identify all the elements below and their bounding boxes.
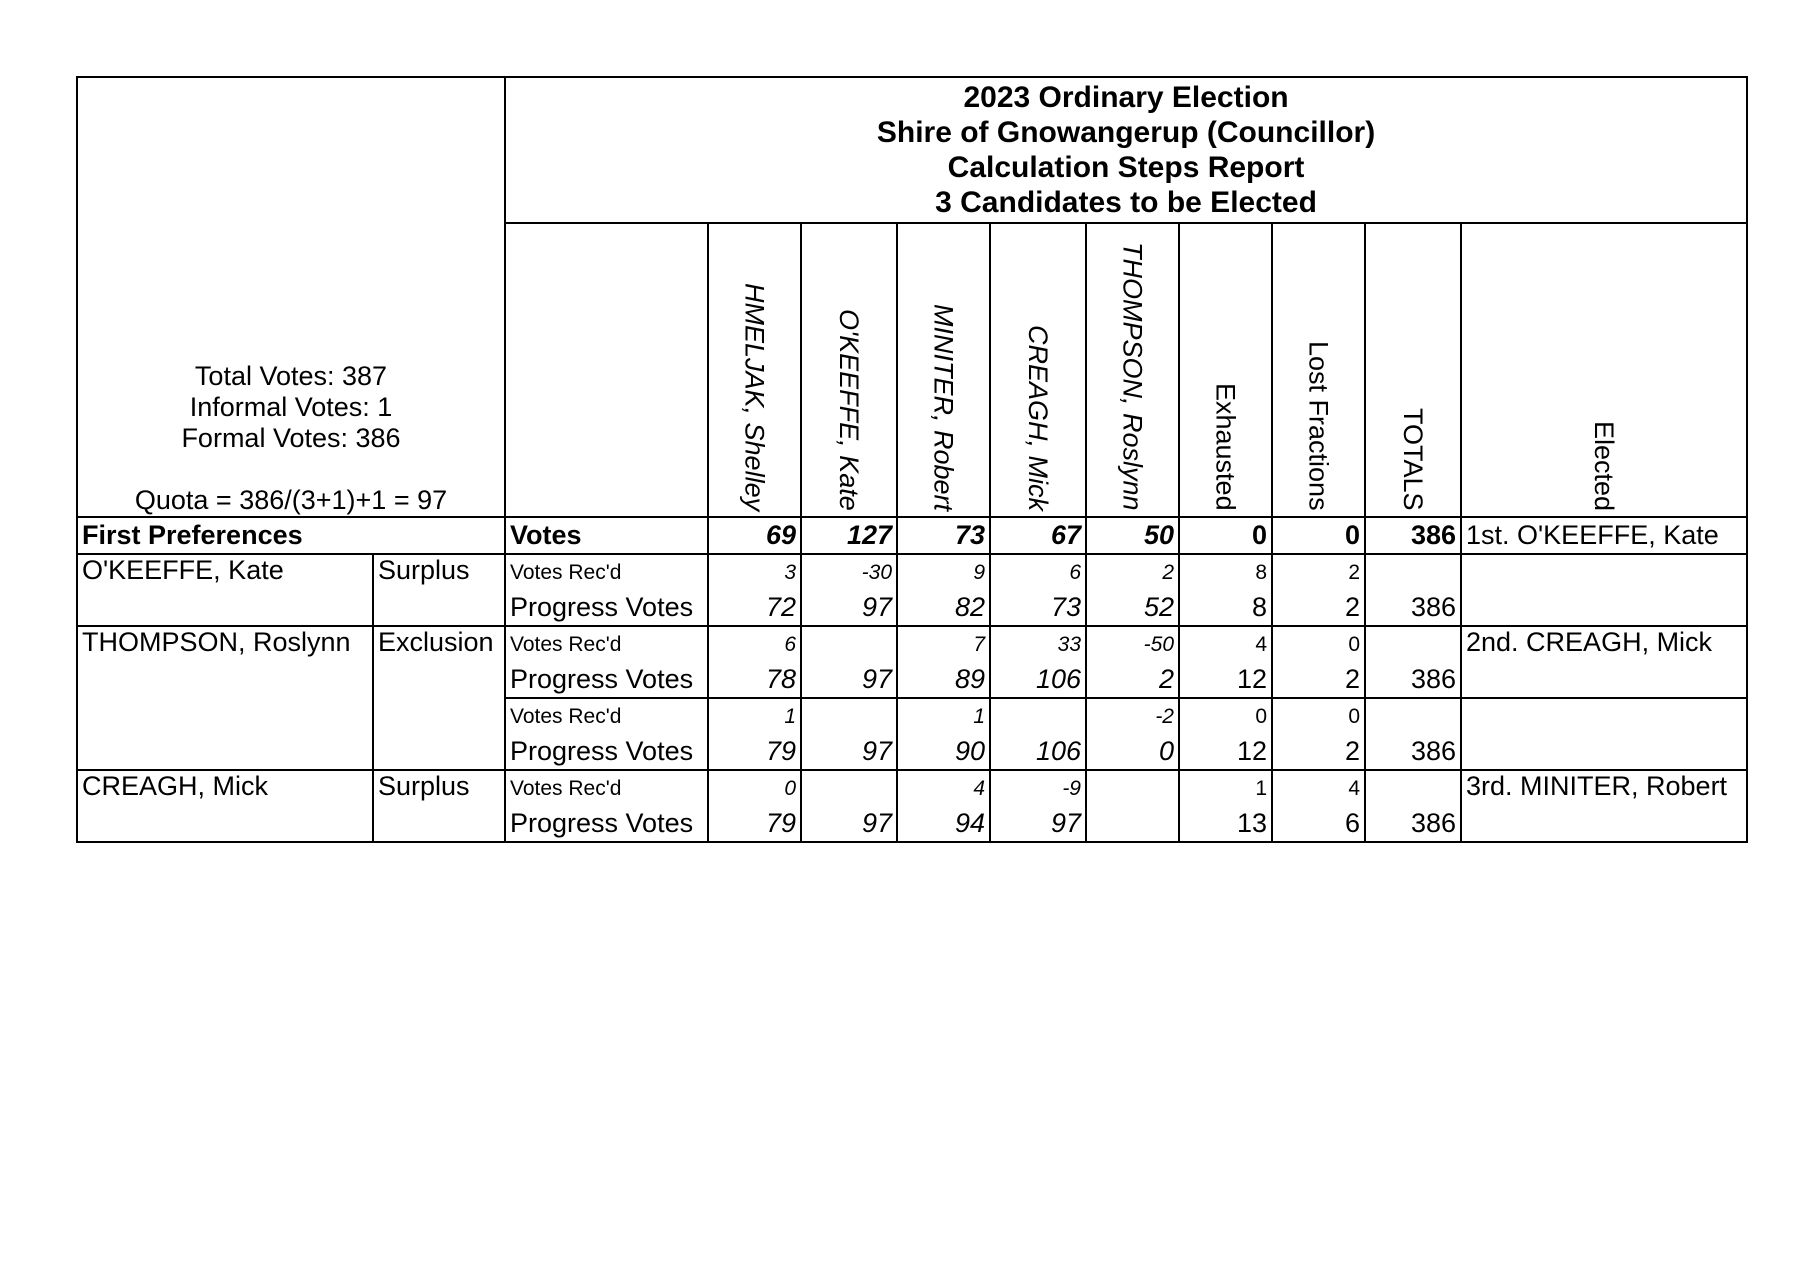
header-blank	[505, 223, 708, 517]
vote-cell: 3	[708, 554, 801, 590]
exhausted-cell: 12	[1179, 662, 1272, 698]
col-header-elected: Elected	[1461, 223, 1747, 517]
quota: Quota = 386/(3+1)+1 = 97	[134, 485, 448, 515]
vote-cell: 79	[708, 734, 801, 770]
candidate-name: MINITER, Robert	[928, 303, 959, 511]
col-header-exhausted: Exhausted	[1179, 223, 1272, 517]
vote-cell: 6	[708, 626, 801, 662]
col-header-candidate	[1086, 223, 1179, 517]
totals-cell	[1365, 626, 1461, 662]
summary-cell	[77, 77, 505, 517]
formal-votes: Formal Votes: 386	[181, 423, 401, 453]
lost-fractions-cell: 2	[1272, 590, 1365, 626]
vote-cell: -9	[990, 770, 1086, 806]
elected-cell: 3rd. MINITER, Robert	[1461, 770, 1747, 842]
step-action: Surplus	[373, 554, 505, 626]
vote-cell	[1086, 806, 1179, 842]
vote-cell: 72	[708, 590, 801, 626]
vote-cell: 106	[990, 734, 1086, 770]
row-type: Votes Rec'd	[505, 626, 708, 662]
row-type: Votes	[505, 517, 708, 554]
informal-votes: Informal Votes: 1	[189, 392, 393, 422]
vote-cell: 50	[1086, 517, 1179, 554]
vote-cell: 97	[990, 806, 1086, 842]
vote-cell: 7	[897, 626, 990, 662]
step-candidate: CREAGH, Mick	[77, 770, 373, 842]
elected-cell: 2nd. CREAGH, Mick	[1461, 626, 1747, 698]
lost-fractions-cell: 2	[1272, 734, 1365, 770]
lost-fractions-cell: 2	[1272, 554, 1365, 590]
vote-cell: 6	[990, 554, 1086, 590]
col-header-lost-fractions: Lost Fractions	[1272, 223, 1365, 517]
calculation-steps-report	[76, 76, 1743, 841]
vote-cell: 33	[990, 626, 1086, 662]
row-type: Votes Rec'd	[505, 554, 708, 590]
vote-cell: 67	[990, 517, 1086, 554]
vote-cell: 4	[897, 770, 990, 806]
vote-cell: 97	[801, 662, 897, 698]
lost-fractions-cell: 2	[1272, 662, 1365, 698]
vote-cell	[990, 698, 1086, 734]
exhausted-cell: 8	[1179, 590, 1272, 626]
vote-cell: 0	[708, 770, 801, 806]
title-line: Calculation Steps Report	[947, 151, 1305, 184]
col-header-candidate	[990, 223, 1086, 517]
elected-cell: 1st. O'KEEFFE, Kate	[1461, 517, 1747, 554]
exhausted-cell: 12	[1179, 734, 1272, 770]
title-line: Shire of Gnowangerup (Councillor)	[876, 116, 1376, 149]
row-type: Progress Votes	[505, 590, 708, 626]
lost-fractions-cell: 0	[1272, 626, 1365, 662]
candidate-name: O'KEEFFE, Kate	[834, 309, 864, 511]
candidate-name: HMELJAK, Shelley	[739, 282, 770, 511]
vote-cell: 9	[897, 554, 990, 590]
totals-cell: 386	[1365, 662, 1461, 698]
title-line: 2023 Ordinary Election	[963, 81, 1289, 114]
vote-cell: -30	[801, 554, 897, 590]
exhausted-cell: 4	[1179, 626, 1272, 662]
vote-cell: 89	[897, 662, 990, 698]
elected-cell	[1461, 698, 1747, 770]
elected-cell	[1461, 554, 1747, 626]
vote-cell: 79	[708, 806, 801, 842]
vote-cell: -50	[1086, 626, 1179, 662]
vote-cell: 73	[990, 590, 1086, 626]
totals-cell: 386	[1365, 806, 1461, 842]
report-title	[505, 77, 1747, 223]
col-header-totals: TOTALS	[1365, 223, 1461, 517]
totals-cell: 386	[1365, 517, 1461, 554]
first-preferences-row	[77, 517, 1747, 554]
vote-cell	[801, 698, 897, 734]
exhausted-cell: 8	[1179, 554, 1272, 590]
step-action: Exclusion	[373, 626, 505, 770]
total-votes: Total Votes: 387	[194, 361, 388, 391]
vote-cell: 90	[897, 734, 990, 770]
row-type: Progress Votes	[505, 734, 708, 770]
vote-cell: 97	[801, 734, 897, 770]
votes-received-row	[77, 770, 1747, 806]
vote-cell: 0	[1086, 734, 1179, 770]
lost-fractions-cell: 6	[1272, 806, 1365, 842]
step-action: Surplus	[373, 770, 505, 842]
totals-cell: 386	[1365, 734, 1461, 770]
row-type: Votes Rec'd	[505, 770, 708, 806]
step-candidate: THOMPSON, Roslynn	[77, 626, 373, 770]
totals-cell	[1365, 554, 1461, 590]
title-line: 3 Candidates to be Elected	[935, 186, 1317, 219]
vote-cell: 97	[801, 590, 897, 626]
vote-cell	[801, 626, 897, 662]
col-header-candidate	[897, 223, 990, 517]
vote-cell: 1	[897, 698, 990, 734]
exhausted-cell: 0	[1179, 698, 1272, 734]
col-header-candidate	[708, 223, 801, 517]
vote-cell: 82	[897, 590, 990, 626]
vote-cell: 127	[801, 517, 897, 554]
exhausted-cell: 13	[1179, 806, 1272, 842]
candidate-name: THOMPSON, Roslynn	[1117, 242, 1148, 511]
vote-cell: 1	[708, 698, 801, 734]
totals-cell	[1365, 698, 1461, 734]
totals-cell: 386	[1365, 590, 1461, 626]
report-table	[76, 76, 1748, 843]
vote-cell: -2	[1086, 698, 1179, 734]
row-type: Progress Votes	[505, 806, 708, 842]
vote-cell	[801, 770, 897, 806]
vote-cell: 69	[708, 517, 801, 554]
vote-cell: 73	[897, 517, 990, 554]
col-header-candidate	[801, 223, 897, 517]
totals-cell	[1365, 770, 1461, 806]
vote-cell	[1086, 770, 1179, 806]
lost-fractions-cell: 0	[1272, 698, 1365, 734]
vote-cell: 94	[897, 806, 990, 842]
vote-cell: 106	[990, 662, 1086, 698]
row-type: Progress Votes	[505, 662, 708, 698]
vote-cell: 2	[1086, 662, 1179, 698]
candidate-name: CREAGH, Mick	[1023, 324, 1053, 511]
exhausted-cell: 1	[1179, 770, 1272, 806]
votes-received-row	[77, 554, 1747, 590]
lost-fractions-cell: 0	[1272, 517, 1365, 554]
first-preferences-label: First Preferences	[77, 517, 505, 554]
vote-cell: 52	[1086, 590, 1179, 626]
vote-cell: 78	[708, 662, 801, 698]
vote-cell: 97	[801, 806, 897, 842]
lost-fractions-cell: 4	[1272, 770, 1365, 806]
row-type: Votes Rec'd	[505, 698, 708, 734]
exhausted-cell: 0	[1179, 517, 1272, 554]
step-candidate: O'KEEFFE, Kate	[77, 554, 373, 626]
votes-received-row	[77, 626, 1747, 662]
vote-cell: 2	[1086, 554, 1179, 590]
